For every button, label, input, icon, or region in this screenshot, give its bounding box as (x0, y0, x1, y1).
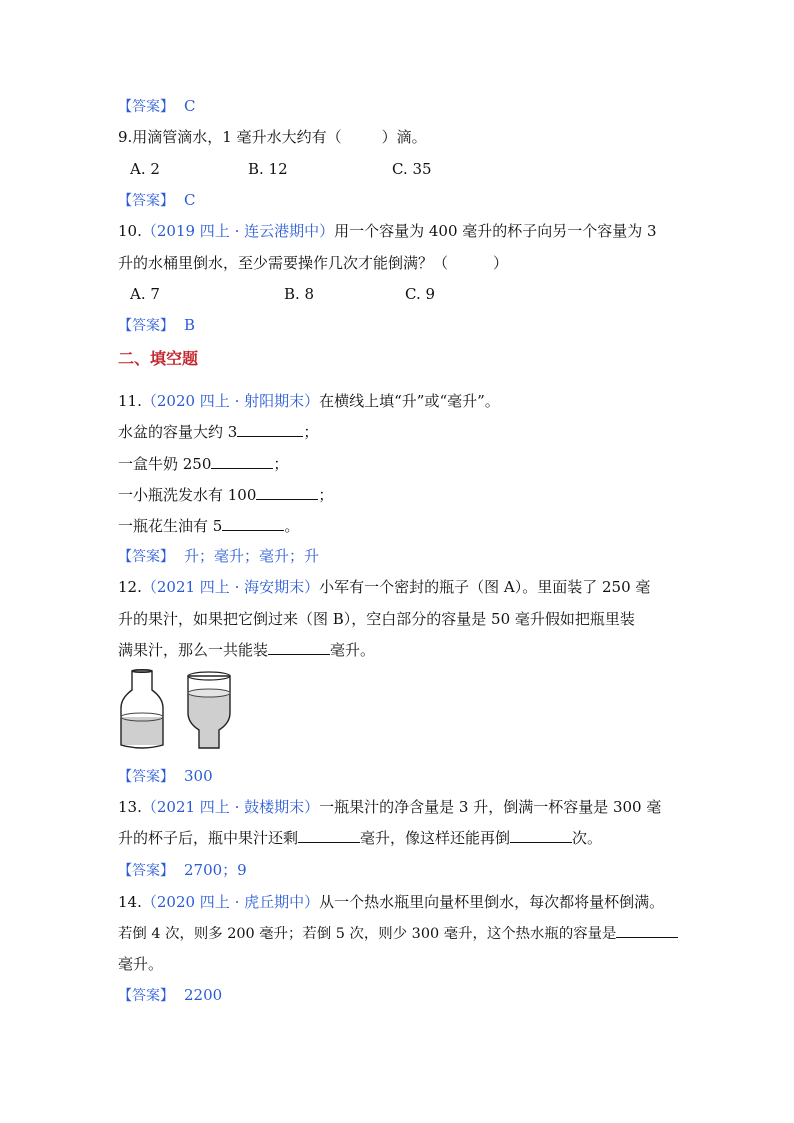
q12-unit: 毫升。 (330, 641, 376, 659)
q14-line2 (118, 923, 678, 944)
q9-answer-line (118, 190, 195, 211)
q11-line1 (118, 391, 500, 411)
q10-number: 10. (118, 222, 142, 240)
q13-answer-line (118, 860, 247, 881)
q13-text: 次。 (572, 829, 603, 847)
fill-blank[interactable] (616, 923, 678, 938)
answer-tag: 【答案】 (118, 988, 174, 1004)
q10-text: 用一个容量为 400 毫升的杯子向另一个容量为 3 (334, 222, 657, 240)
q8-answer-line (118, 96, 195, 117)
bottle-a-icon (121, 670, 163, 749)
q13-text: 升的杯子后，瓶中果汁还剩 (118, 829, 299, 847)
q12-text: 小军有一个密封的瓶子（图 A）。里面装了 250 毫 (319, 578, 651, 596)
answer-tag: 【答案】 (118, 193, 174, 209)
q9-stem-part1: 9.用滴管滴水，1 毫升水大约有（ (118, 128, 342, 146)
q11-item-text: 一盒牛奶 250 (118, 455, 212, 473)
answer-value: 300 (184, 767, 213, 785)
q11-item-text: 一瓶花生油有 5 (118, 517, 223, 535)
q13-source: （2021 四上 · 鼓楼期末） (141, 798, 320, 816)
bottle-figure (118, 668, 238, 756)
q11-item-text: 一小瓶洗发水有 100 (118, 486, 257, 504)
bottle-b-icon (188, 672, 230, 748)
fill-blank[interactable] (298, 828, 360, 843)
q13-text: 一瓶果汁的净含量是 3 升，倒满一杯容量是 300 毫 (319, 798, 662, 816)
q12-line2: 升的果汁，如果把它倒过来（图 B），空白部分的容量是 50 毫升假如把瓶里装 (118, 610, 635, 628)
fill-blank[interactable] (211, 454, 273, 469)
q13-number: 13. (118, 798, 142, 816)
answer-value: 升；毫升；毫升；升 (184, 547, 320, 565)
q11-item (118, 485, 333, 505)
q11-item-punct: 。 (284, 517, 300, 535)
q12-line1 (118, 577, 650, 597)
fill-blank[interactable] (222, 516, 284, 531)
q11-item-punct: ； (303, 423, 319, 441)
q11-item-text: 水盆的容量大约 3 (118, 423, 238, 441)
q12-text: 满果汁，那么一共能装 (118, 641, 269, 659)
answer-tag: 【答案】 (118, 769, 174, 785)
q13-line2 (118, 828, 602, 848)
q11-item (118, 454, 288, 474)
q12-answer-line (118, 766, 213, 787)
q9-option-b: B. 12 (248, 160, 288, 178)
q14-answer-line (118, 985, 222, 1006)
q10-option-a: A. 7 (130, 285, 160, 303)
q14-text: 从一个热水瓶里向量杯里倒水，每次都将量杯倒满。 (319, 893, 665, 911)
q11-source: （2020 四上 · 射阳期末） (141, 392, 320, 410)
q12-source: （2021 四上 · 海安期末） (141, 578, 320, 596)
q12-number: 12. (118, 578, 142, 596)
q9-option-c: C. 35 (392, 160, 432, 178)
q10-line1 (118, 221, 657, 241)
q11-item (118, 516, 299, 536)
q13-text: 毫升，像这样还能再倒 (360, 829, 511, 847)
answer-value: 2700；9 (184, 861, 247, 879)
q10-options (130, 284, 435, 304)
fill-blank[interactable] (510, 828, 572, 843)
q9-option-a: A. 2 (130, 160, 160, 178)
q11-answer-line (118, 546, 319, 567)
q14-line1 (118, 892, 664, 912)
answer-tag: 【答案】 (118, 863, 174, 879)
q11-item-punct: ； (273, 455, 289, 473)
answer-tag: 【答案】 (118, 99, 174, 115)
q11-item (118, 422, 318, 442)
q9-stem-part2: ）滴。 (381, 128, 427, 146)
q12-line3 (118, 640, 375, 660)
answer-value: 2200 (184, 986, 223, 1004)
q14-text: 若倒 4 次，则多 200 毫升；若倒 5 次，则少 300 毫升，这个热水瓶的容量是 (118, 926, 617, 942)
q11-text: 在横线上填“升”或“毫升”。 (319, 392, 500, 410)
section-title: 二、填空题 (118, 349, 199, 368)
fill-blank[interactable] (237, 422, 303, 437)
answer-tag: 【答案】 (118, 318, 174, 334)
q10-option-b: B. 8 (284, 285, 315, 303)
q13-line1 (118, 797, 661, 817)
q10-source: （2019 四上 · 连云港期中） (141, 222, 335, 240)
q9-options (130, 159, 432, 179)
q11-number: 11. (118, 392, 142, 410)
answer-value: C (184, 191, 196, 209)
q9-stem (118, 127, 427, 147)
q11-item-punct: ； (318, 486, 334, 504)
answer-tag: 【答案】 (118, 549, 174, 565)
q10-option-c: C. 9 (405, 285, 436, 303)
q14-source: （2020 四上 · 虎丘期中） (141, 893, 320, 911)
fill-blank[interactable] (256, 485, 318, 500)
fill-blank[interactable] (268, 640, 330, 655)
answer-value: C (184, 97, 196, 115)
q10-line2: 升的水桶里倒水，至少需要操作几次才能倒满？（ ） (118, 254, 509, 272)
q14-line3: 毫升。 (118, 955, 164, 973)
q10-answer-line (118, 315, 195, 336)
q14-number: 14. (118, 893, 142, 911)
answer-value: B (184, 316, 196, 334)
